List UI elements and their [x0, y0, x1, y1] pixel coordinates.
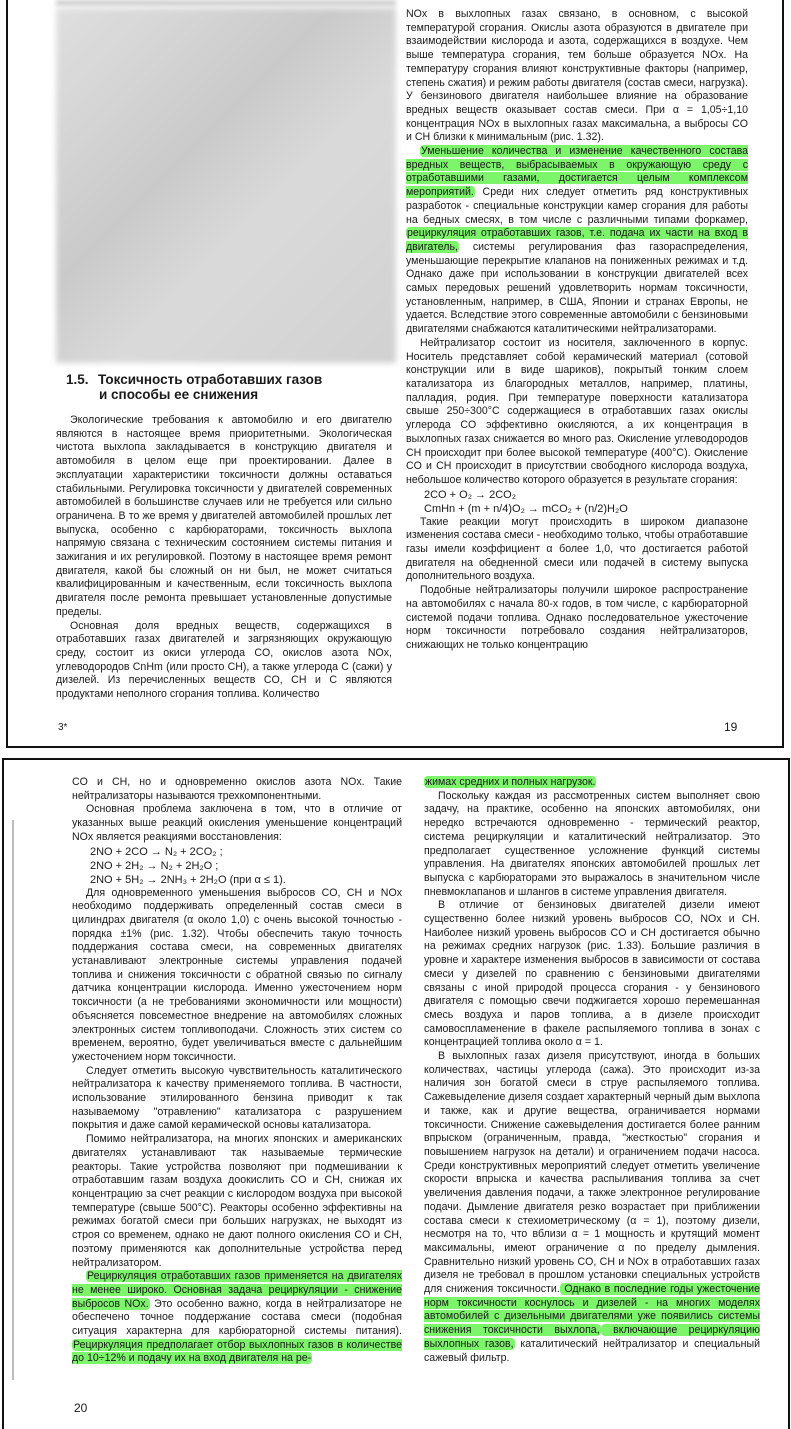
paragraph	[424, 776, 760, 790]
section-heading	[66, 372, 322, 402]
paragraph	[72, 1270, 402, 1366]
highlight: включающие рециркуляцию выхлопных газов,	[424, 1324, 760, 1350]
text-run: Среди них следует отметить ряд конструктивных разработок - специальные конструкции камер сгорания для работы на бедных смесях, в том числе с различными типами форкамер,	[406, 186, 748, 226]
paragraph: Для одновременного уменьшения выбросов CO, CH и NOx необходимо поддерживать определенный состав смеси в цилиндрах двигателя (α около 1,0) с очень высокой точностью - порядка ±1% (рис. 1.32). Чтобы обеспечить такую точность поддержания состава смеси, на современных двигателях устанавливают электронные системы управления подачей топлива и снижения токсичности с обратной связью по сигналу датчика концентрации кислорода. Именно ужесточением норм токсичности (а не требованиями экономичности или мощности) объясняется повсеместное внедрение на автомобилях сложных электронных систем топливоподачи. Сложность этих систем со временем, вероятно, будет увеличиваться вместе с дальнейшим ужесточением норм токсичности.	[72, 886, 402, 1063]
paragraph	[424, 1050, 760, 1365]
paragraph: Помимо нейтрализатора, на многих японских и американских двигателях устанавливают так называемые термические реакторы. Такие устройства позволяют при подмешивании к отработавшим газам воздуха доокислить CO и CH, снижая их концентрацию за счет реакции с кислородом воздуха при высокой температуре (свыше 500°С). Реакторы особенно эффективны на режимах богатой смеси при больших нагрузках, не выходят из строя со временем, однако не дают полного окисления CO и CH, поэтому применяются как дополнительные устройства перед нейтрализатором.	[72, 1133, 402, 1269]
page20-right-column	[424, 776, 760, 1365]
paragraph: NOx в выхлопных газах связано, в основном, с высокой температурой сгорания. Окислы азота образуются в двигателе при взаимодействии кислорода и азота, содержащихся в воздухе. Чем выше температура сгорания, тем больше образуется NOx. На температуру сгорания влияют конструктивные факторы (например, степень сжатия) и режим работы двигателя (состав смеси, нагрузка). У бензинового двигателя наибольшее влияние на образование вредных веществ оказывает состав смеси. При α = 1,05÷1,10 концентрация NOx в выхлопных газах максимальна, а выбросы CO и CH близки к минимальным (рис. 1.32).	[406, 8, 748, 144]
section-title-line1: Токсичность отработавших газов	[98, 372, 323, 387]
page20-left-column	[72, 776, 402, 1366]
text-run: Это особенно важно, когда в нейтрализаторе не обеспечено точное поддержание состава смеси (подобная ситуация характерна для карбюраторной системы питания).	[72, 1297, 402, 1338]
formula: 2CO + O₂ → 2CO₂	[424, 488, 516, 501]
page-number: 19	[724, 720, 738, 734]
highlight: жимах средних и полных нагрузок.	[425, 776, 596, 788]
section-number: 1.5.	[66, 372, 89, 387]
paragraph: Подобные нейтрализаторы получили широкое распространение на автомобилях с начала 80-х годов, в том числе, с карбюраторной системой подачи топлива. Однако последовательное ужесточение норм токсичности потребовало создания нейтрализаторов, снижающих не только концентрацию	[406, 584, 748, 651]
footer-mark: 3*	[58, 722, 68, 733]
paragraph: Поскольку каждая из рассмотренных систем выполняет свою задачу, на практике, особенно на японских автомобилях, они нередко встречаются одновременно - термический реактор, система рециркуляции и каталитический нейтрализатор. Это предполагает существенное усложнение функций системы управления. На двигателях японских автомобилей прошлых лет выпуска с карбюраторами это выражалось в значительном числе пневмоклапанов и шлангов в системе управления двигателя.	[424, 789, 760, 898]
formula: 2NO + 2H₂ → N₂ + 2H₂O ;	[90, 859, 219, 872]
page-20	[2, 758, 790, 1429]
page-19	[6, 0, 784, 748]
page19-left-column	[56, 414, 392, 702]
paragraph: Нейтрализатор состоит из носителя, заключенного в корпус. Носитель представляет собой керамический материал (сотовой конструкции или в виде шариков), покрытый тонким слоем катализатора из благородных металлов, например, платины, палладия, родия. При температуре поверхности катализатора свыше 250÷300°С содержащиеся в отработавших газах окислы углерода CO эффективно окисляются, а их концентрация в выхлопных газах снижается во много раз. Окисление углеводородов CH происходит при более высокой температуре (400°С). Окисление CO и CH происходит в присутствии свободного кислорода воздуха, небольшое количество которого образуется в результате сгорания:	[406, 336, 748, 486]
paragraph: Основная доля вредных веществ, содержащихся в отработавших газах двигателей и загрязняющих окружающую среду, состоит из окиси углерода CO, окислов азота NOx, углеводородов CnHm (или просто CH), а также углерода C (сажи) у дизелей. Из перечисленных веществ CO, CH и C являются продуктами неполного сгорания топлива. Количество	[56, 619, 392, 701]
page19-right-column	[406, 8, 748, 653]
paragraph: Основная проблема заключена в том, что в отличие от указанных выше реакций окисления уменьшение концентраций NOx является реакциями восстановления:	[72, 803, 402, 843]
paragraph: Экологические требования к автомобилю и его двигателю являются в настоящее время приоритетными. Экологическая чистота выхлопа закладывается в конструкцию двигателя и автомобиля в целом еще при проектировании. Далее в эксплуатации характеристики токсичности должны оставаться стабильными. Регулировка токсичности у двигателей современных автомобилей в большинстве случаев или не требуется или сильно ограничена. В то же время у двигателей автомобилей прошлых лет выпуска, особенно с карбюраторами, токсичность выхлопа напрямую связана с техническим состоянием системы питания и зажигания и их регулировкой. Поэтому в настоящее время ремонт двигателя, какой бы сложный он ни был, не может считаться квалифицированным и качественным, если токсичность выхлопа двигателя после ремонта превышает установленные допустимые пределы.	[56, 414, 392, 618]
paragraph	[406, 145, 748, 337]
paragraph: Следует отметить высокую чувствительность каталитического нейтрализатора к качеству применяемого топлива. В частности, использование этилированного бензина приводит к так называемому "отравлению" катализатора с разрушением покрытия и даже самой керамической основы катализатора.	[72, 1064, 402, 1132]
highlight: Рециркуляция предполагает отбор выхлопных газов в количестве до 10÷12% и подачу их на вход двигателя на ре-	[72, 1338, 402, 1365]
text-run: каталитический нейтрализатор и специальный сажевый фильтр.	[424, 1337, 761, 1364]
text-run: В выхлопных газах дизеля присутствуют, иногда в больших количествах, частицы углерода (сажа). Это происходит из-за наличия зон богатой смеси в струе распыляемого топлива. Сажевыделение дизеля создает характерный черный дым выхлопа и также, как и другие вещества, ограничивается нормами токсичности. Снижение сажевыделения достигается более ранним впрыском (ограниченным, правда, "жесткостью" сгорания и повышением нагрузок на детали) и ограничением подачи насоса. Среди конструктивных мероприятий следует отметить увеличение скорости впрыска и качества распыливания топлива за счет увеличения давления подачи, а также электронное регулирование подачи. Дымление двигателя резко возрастает при приближении состава смеси к стехиометрическому (α = 1), поэтому дизели, несмотря на то, что вблизи α = 1 мощность и крутящий момент максимальны, имеют ограничение α по пределу дымления. Сравнительно низкий уровень CO, CH и NOx в отработавших газах дизеля не требовал в прошлом установки специальных устройств для снижения токсичности.	[424, 1050, 760, 1296]
formula: 2NO + 5H₂ → 2NH₃ + 2H₂O (при α ≤ 1).	[90, 873, 286, 886]
highlight: Уменьшение количества и изменение качественного состава вредных веществ, выбрасываемых в окружающую среду с отработавшими газами, достигается целым комплексом мероприятий.	[406, 145, 748, 199]
blurred-figure	[56, 8, 396, 363]
section-title-line2: и способы ее снижения	[99, 387, 259, 402]
highlight: Рециркуляция отработавших газов применяется на двигателях не менее широко. Основная задача рециркуляции - снижение выбросов NOx.	[72, 1270, 402, 1310]
highlight: рециркуляция отработавших газов, т.е. подача их части на вход в двигатель,	[406, 227, 748, 253]
formula: CmHn + (m + n/4)O₂ → mCO₂ + (n/2)H₂O	[424, 502, 628, 515]
highlight: Однако в последние годы ужесточение норм токсичности коснулось и дизелей - на многих моделях автомобилей с дизельными двигателями уже появились системы снижения токсичности выхлопа,	[424, 1283, 760, 1337]
paragraph: Такие реакции могут происходить в широком диапазоне изменения состава смеси - необходимо только, чтобы отработавшие газы имели коэффициент α более 1,0, что достигается работой двигателя на обедненной смеси или подачей в систему выпуска дополнительного воздуха.	[406, 515, 748, 583]
binding-edge	[12, 820, 14, 1380]
paragraph: CO и CH, но и одновременно окислов азота NOx. Такие нейтрализаторы называются трехкомпонентными.	[72, 776, 402, 802]
text-run: системы регулирования фаз газораспределения, уменьшающие перекрытие клапанов на пониженных режимах и т.д. Однако даже при использовании в конструкции двигателей всех самых передовых решений удовлетворить нормам токсичности, установленным, например, в США, Японии и странах Европы, не удается. Вследствие этого современные автомобили с бензиновыми двигателями снабжаются каталитическими нейтрализаторами.	[406, 240, 748, 336]
blurred-text-top	[56, 0, 396, 6]
formula: 2NO + 2CO → N₂ + 2CO₂ ;	[90, 845, 223, 858]
page-number: 20	[74, 1401, 88, 1415]
paragraph: В отличие от бензиновых двигателей дизели имеют существенно более низкий уровень выбросов CO, NOx и CH. Наиболее низкий уровень выбросов CO и CH достигается обычно на режимах средних нагрузок (рис. 1.33). Большие различия в уровне и характере изменения выбросов в зависимости от состава смеси у дизелей по сравнению с бензиновыми двигателями связаны с иной природой процесса сгорания - у бензинового двигателя с помощью свечи поджигается хорошо перемешанная смесь воздуха и паров топлива, а в дизеле происходит самовоспламенение в факеле распыляемого топлива в зонах с концентрацией топлива около α = 1.	[424, 899, 760, 1049]
